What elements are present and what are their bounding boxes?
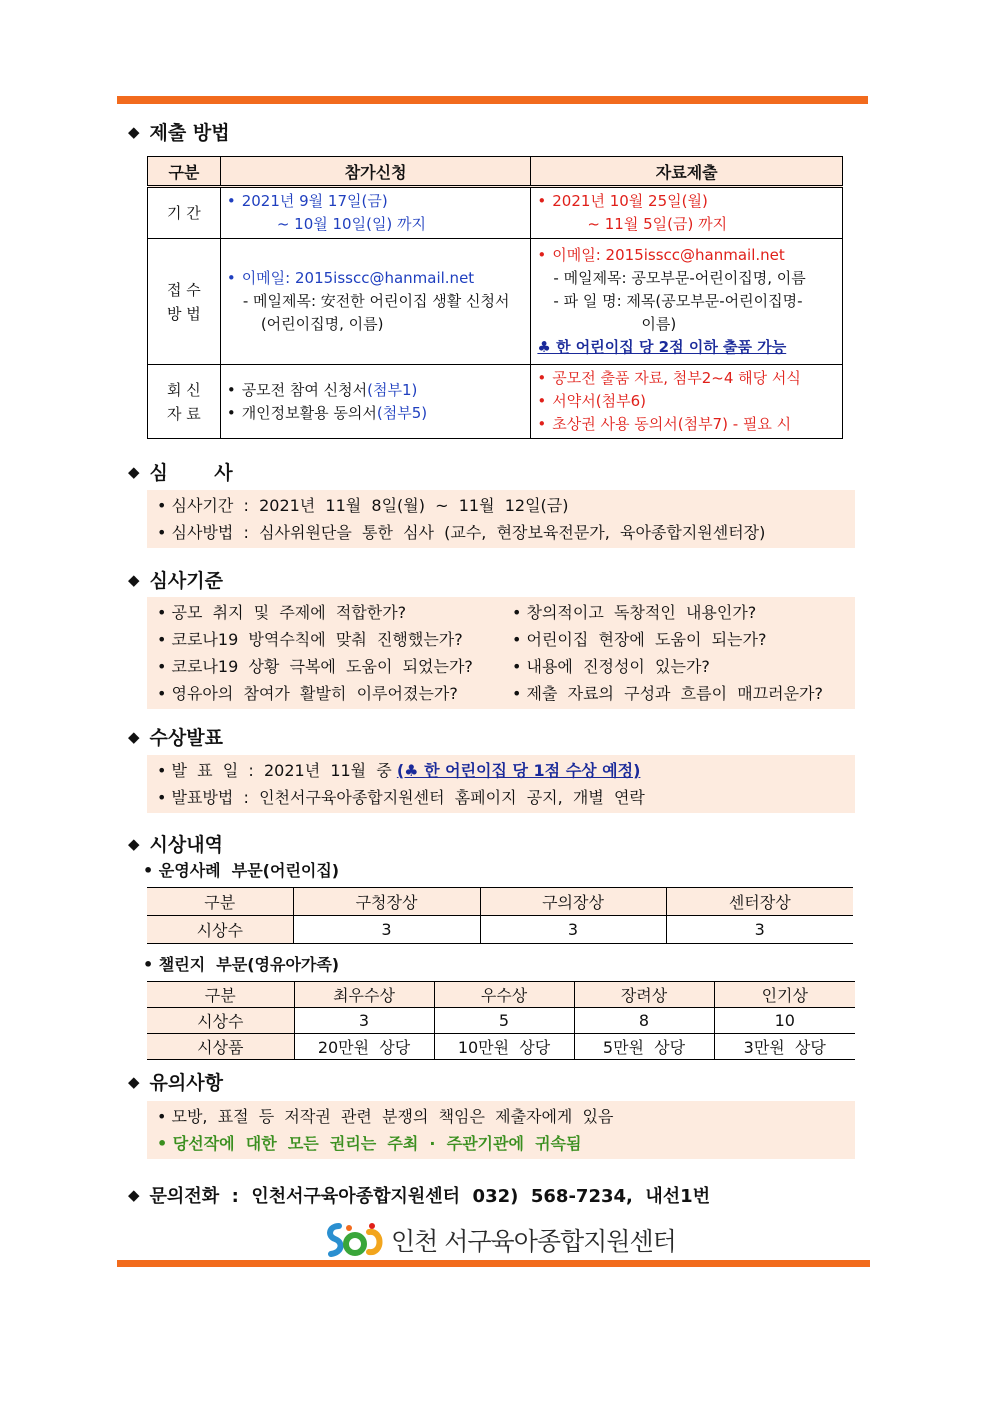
criteria-item: • 코로나19 상황 극복에 도움이 되었는가? bbox=[157, 657, 473, 676]
diamond-bullet-icon: ◆ bbox=[128, 834, 140, 853]
notes-box bbox=[147, 1101, 855, 1159]
row-label: 회 신 자 료 bbox=[148, 365, 221, 439]
section-awards-heading bbox=[128, 830, 223, 857]
section-announce-heading bbox=[128, 723, 223, 750]
criteria-item: • 영유아의 참여가 활발히 이루어졌는가? bbox=[157, 684, 458, 703]
submit-limit-note: ♣ 한 어린이집 당 2점 이하 출품 가능 bbox=[537, 338, 787, 356]
row-label: 기 간 bbox=[148, 187, 221, 239]
awards-sub-heading-2: • 챌린지 부문(영유아가족) bbox=[143, 955, 340, 974]
review-period: • 심사기간 : 2021년 11월 8일(월) ~ 11월 12일(금) bbox=[157, 496, 569, 515]
submit-method-cell: • 이메일: 2015isscc@hanmail.net - 메일제목: 공모부문-어린이집명, 이름 - 파 일 명: 제목(공모부문-어린이집명- 이름) ♣ 한 어린이집 당 2점 이하 출품 가능 bbox=[531, 239, 843, 365]
diamond-bullet-icon: ◆ bbox=[128, 462, 140, 481]
table-header-row: 구분 구청장상 구의장상 센터장상 bbox=[147, 888, 853, 916]
submit-period-cell: • 2021년 10월 25일(월) ~ 11월 5일(금) 까지 bbox=[531, 187, 843, 239]
diamond-bullet-icon: ◆ bbox=[128, 1186, 140, 1204]
table-row: 시상품 20만원 상당 10만원 상당 5만원 상당 3만원 상당 bbox=[147, 1034, 855, 1060]
diamond-bullet-icon: ◆ bbox=[128, 727, 140, 746]
header-cell: 구분 bbox=[148, 157, 221, 187]
note-item: • 모방, 표절 등 저작권 관련 분쟁의 책임은 제출자에게 있음 bbox=[157, 1107, 614, 1126]
section-title: 시상내역 bbox=[149, 834, 223, 856]
criteria-item: • 제출 자료의 구성과 흐름이 매끄러운가? bbox=[512, 684, 823, 703]
section-notes-heading bbox=[128, 1068, 223, 1095]
criteria-item: • 어린이집 현장에 도움이 되는가? bbox=[512, 630, 767, 649]
section-title: 심 사 bbox=[149, 462, 233, 484]
apply-docs-cell: • 공모전 참여 신청서(첨부1) • 개인정보활용 동의서(첨부5) bbox=[220, 365, 531, 439]
submit-docs-cell: • 공모전 출품 자료, 첨부2~4 해당 서식 • 서약서(첨부6) • 초상권 사용 동의서(첨부7) - 필요 시 bbox=[531, 365, 843, 439]
criteria-item: • 내용에 진정성이 있는가? bbox=[512, 657, 710, 676]
awards-table-1 bbox=[147, 887, 853, 944]
review-box bbox=[147, 490, 855, 548]
center-logo bbox=[325, 1220, 676, 1260]
criteria-item: • 공모 취지 및 주제에 적합한가? bbox=[157, 603, 407, 622]
table-header-row: 구분 최우수상 우수상 장려상 인기상 bbox=[147, 982, 855, 1008]
submit-method-table bbox=[147, 156, 843, 439]
section-title: 심사기준 bbox=[149, 570, 223, 592]
criteria-box bbox=[147, 597, 855, 709]
awards-sub-heading-1: • 운영사례 부문(어린이집) bbox=[143, 861, 340, 880]
top-accent-bar bbox=[117, 96, 868, 104]
header-cell: 자료제출 bbox=[531, 157, 843, 187]
table-row: 시상수 3 5 8 10 bbox=[147, 1008, 855, 1034]
submit-email: 이메일: 2015isscc@hanmail.net bbox=[552, 246, 785, 264]
diamond-bullet-icon: ◆ bbox=[128, 570, 140, 589]
diamond-bullet-icon: ◆ bbox=[128, 122, 140, 141]
center-logo-icon bbox=[325, 1220, 385, 1260]
apply-email: 이메일: 2015isscc@hanmail.net bbox=[241, 269, 475, 287]
row-label: 접 수 방 법 bbox=[148, 239, 221, 365]
section-title: 유의사항 bbox=[149, 1072, 223, 1094]
table-row-method bbox=[148, 239, 843, 365]
section-criteria-heading bbox=[128, 566, 223, 593]
criteria-item: • 코로나19 방역수칙에 맞춰 진행했는가? bbox=[157, 630, 463, 649]
section-title: 제출 방법 bbox=[149, 122, 230, 144]
apply-method-cell: • 이메일: 2015isscc@hanmail.net - 메일제목: 安전한 어린이집 생활 신청서 (어린이집명, 이름) bbox=[220, 239, 531, 365]
review-method: • 심사방법 : 심사위원단을 통한 심사 (교수, 현장보육전문가, 육아종합지원센터장) bbox=[157, 523, 766, 542]
announce-note: (♣ 한 어린이집 당 1점 수상 예정) bbox=[396, 761, 641, 780]
note-item-rights: • 당선작에 대한 모든 권리는 주최 · 주관기관에 귀속됨 bbox=[157, 1134, 582, 1153]
announce-method: • 발표방법 : 인천서구육아종합지원센터 홈페이지 공지, 개별 연락 bbox=[157, 788, 645, 807]
announce-box bbox=[147, 755, 855, 813]
criteria-item: • 창의적이고 독창적인 내용인가? bbox=[512, 603, 757, 622]
logo-text: 인천 서구육아종합지원센터 bbox=[391, 1227, 676, 1256]
bottom-accent-bar bbox=[117, 1260, 870, 1267]
table-header-row bbox=[148, 157, 843, 187]
table-row: 시상수 3 3 3 bbox=[147, 916, 853, 944]
awards-table-2 bbox=[147, 981, 855, 1060]
table-row-period bbox=[148, 187, 843, 239]
section-submit-heading bbox=[128, 118, 230, 145]
diamond-bullet-icon: ◆ bbox=[128, 1072, 140, 1091]
header-cell: 참가신청 bbox=[220, 157, 531, 187]
apply-period-cell: • 2021년 9월 17일(금) ~ 10월 10일(일) 까지 bbox=[220, 187, 531, 239]
table-row-docs bbox=[148, 365, 843, 439]
contact-line bbox=[128, 1182, 710, 1208]
contact-text: 문의전화 : 인천서구육아종합지원센터 032) 568-7234, 내선1번 bbox=[149, 1186, 711, 1207]
section-title: 수상발표 bbox=[149, 727, 223, 749]
announce-date: • 발 표 일 : 2021년 11월 중 (♣ 한 어린이집 당 1점 수상 예정) bbox=[157, 761, 641, 780]
section-review-heading bbox=[128, 458, 233, 485]
